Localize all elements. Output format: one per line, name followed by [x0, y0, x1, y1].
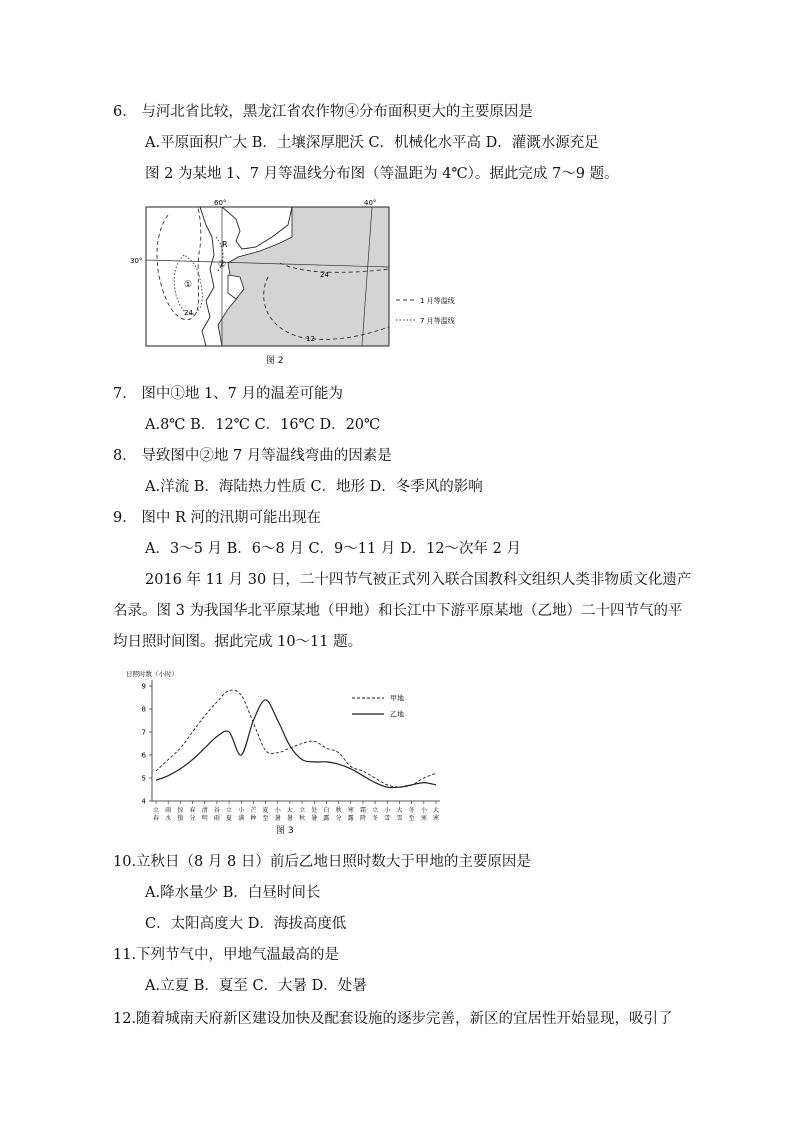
x-tick-label-bottom: 春	[152, 815, 160, 822]
x-tick-label-bottom: 蛰	[177, 815, 184, 822]
q6-stem: 6． 与河北省比较，黑龙江省农作物④分布面积更大的主要原因是	[113, 104, 533, 120]
isotherm-label-12: 12	[306, 335, 315, 343]
x-tick-label-top: 立	[372, 807, 379, 814]
x-tick-label-top: 立	[299, 807, 306, 814]
q10-options-1: A.降水量少 B．白昼时间长	[145, 885, 321, 901]
x-tick-label-top: 大	[432, 807, 440, 814]
x-tick-label-bottom: 满	[238, 815, 245, 822]
q8-stem: 8． 导致图中②地 7 月等温线弯曲的因素是	[113, 448, 392, 464]
x-tick-label-bottom: 暑	[274, 815, 281, 822]
x-tick-label-bottom: 水	[165, 815, 172, 822]
q11-options: A.立夏 B．夏至 C．大暑 D．处暑	[145, 978, 367, 994]
x-tick-label-top: 雨	[165, 807, 172, 814]
y-tick-label: 8	[141, 705, 146, 714]
x-tick-label-top: 大	[396, 807, 403, 814]
fig3-intro-1: 2016 年 11 月 30 日，二十四节气被正式列入联合国教科文组织人类非物质文化遗产	[145, 572, 692, 588]
x-tick-label-top: 谷	[213, 807, 220, 814]
x-tick-label-top: 惊	[177, 807, 184, 814]
label-1: ①	[184, 280, 193, 290]
legend-jan: 1 月等温线	[420, 297, 455, 305]
x-tick-label-top: 立	[152, 807, 160, 814]
x-tick-label-bottom: 寒	[420, 815, 427, 822]
isotherm-jan-1	[157, 207, 201, 320]
fig3-intro-2: 名录。图 3 为我国华北平原某地（甲地）和长江中下游平原某地（乙地）二十四节气的平	[113, 603, 683, 619]
isotherm-label-24a: 24	[320, 271, 329, 279]
chart-ylabel: 日照时数（小时）	[126, 670, 178, 678]
q7-stem: 7． 图中①地 1、7 月的温差可能为	[113, 386, 344, 402]
x-tick-label-top: 小	[384, 807, 391, 814]
x-tick-label-top: 白	[323, 807, 330, 814]
fig3-intro-3: 均日照时间图。据此完成 10～11 题。	[113, 634, 363, 650]
isotherm-label-24b: 24	[184, 309, 193, 317]
x-tick-label-top: 小	[420, 807, 427, 814]
x-tick-label-bottom: 秋	[299, 815, 306, 822]
q12-stem: 12.随着城南天府新区建设加快及配套设施的逐步完善，新区的宜居性开始显现，吸引了	[113, 1011, 673, 1027]
x-tick-label-bottom: 寒	[432, 815, 440, 822]
x-tick-label-bottom: 降	[359, 815, 366, 822]
coastline-west	[200, 207, 214, 346]
y-tick-label: 7	[141, 728, 146, 737]
q9-stem: 9． 图中 R 河的汛期可能出现在	[113, 510, 321, 526]
fig2-intro: 图 2 为某地 1、7 月等温线分布图（等温距为 4℃）。据此完成 7～9 题。	[145, 166, 619, 182]
q10-stem: 10.立秋日（8 月 8 日）前后乙地日照时数大于甲地的主要原因是	[113, 854, 531, 870]
lon-label-40: 40°	[364, 199, 377, 207]
x-tick-label-bottom: 雪	[396, 815, 403, 822]
x-tick-label-top: 处	[311, 807, 318, 814]
x-tick-label-bottom: 暑	[286, 815, 293, 822]
x-tick-label-bottom: 明	[201, 815, 208, 822]
fig2-legend	[392, 292, 472, 328]
x-tick-label-top: 霜	[359, 807, 366, 814]
x-tick-label-bottom: 露	[347, 815, 354, 822]
y-tick-label: 9	[141, 682, 146, 691]
lon-label-60: 60°	[214, 199, 227, 207]
y-tick-label: 6	[141, 751, 146, 760]
q10-options-2: C．太阳高度大 D．海拔高度低	[145, 916, 347, 932]
q9-options: A．3～5 月 B．6～8 月 C．9～11 月 D．12～次年 2 月	[145, 541, 521, 557]
x-tick-label-top: 春	[189, 807, 196, 814]
q8-options: A.洋流 B．海陆热力性质 C．地形 D．冬季风的影响	[145, 479, 483, 495]
series-line-0	[156, 690, 436, 787]
x-tick-label-top: 立	[226, 807, 233, 814]
x-tick-label-top: 清	[201, 807, 208, 814]
legend-label-0: 甲地	[390, 694, 404, 703]
x-tick-label-bottom: 冬	[372, 815, 379, 822]
sunshine-hours-chart	[122, 664, 452, 836]
x-tick-label-bottom: 分	[335, 815, 342, 822]
y-tick-label: 5	[141, 774, 146, 783]
isotherm-map	[130, 197, 400, 369]
x-tick-label-bottom: 夏	[226, 815, 233, 822]
x-tick-label-top: 冬	[408, 807, 415, 814]
x-tick-label-bottom: 种	[250, 815, 257, 822]
x-tick-label-bottom: 雨	[213, 815, 220, 822]
legend-jul: 7 月等温线	[420, 317, 455, 325]
x-tick-label-top: 芒	[250, 807, 257, 814]
x-tick-label-top: 大	[286, 807, 293, 814]
x-tick-label-bottom: 至	[408, 815, 415, 822]
q6-options: A.平原面积广大 B．土壤深厚肥沃 C．机械化水平高 D．灌溉水源充足	[145, 135, 599, 151]
fig2-caption: 图 2	[266, 356, 284, 366]
x-tick-label-top: 夏	[262, 807, 269, 814]
label-2: ②	[218, 260, 227, 270]
lat-label-30: 30°	[130, 257, 143, 265]
q7-options: A.8℃ B．12℃ C．16℃ D．20℃	[145, 417, 381, 433]
y-tick-label: 4	[141, 797, 146, 806]
q11-stem: 11.下列节气中，甲地气温最高的是	[113, 947, 340, 963]
x-tick-label-bottom: 至	[262, 815, 269, 822]
x-tick-label-bottom: 雪	[384, 815, 391, 822]
x-tick-label-top: 小	[238, 807, 245, 814]
label-R: R	[222, 240, 228, 249]
x-tick-label-bottom: 分	[189, 815, 196, 822]
legend-label-1: 乙地	[390, 710, 404, 719]
fig3-caption: 图 3	[276, 826, 294, 836]
x-tick-label-top: 秋	[335, 807, 342, 814]
x-tick-label-bottom: 露	[323, 815, 330, 822]
x-tick-label-top: 小	[274, 807, 281, 814]
x-tick-label-bottom: 暑	[311, 815, 318, 822]
x-tick-label-top: 寒	[347, 807, 354, 814]
